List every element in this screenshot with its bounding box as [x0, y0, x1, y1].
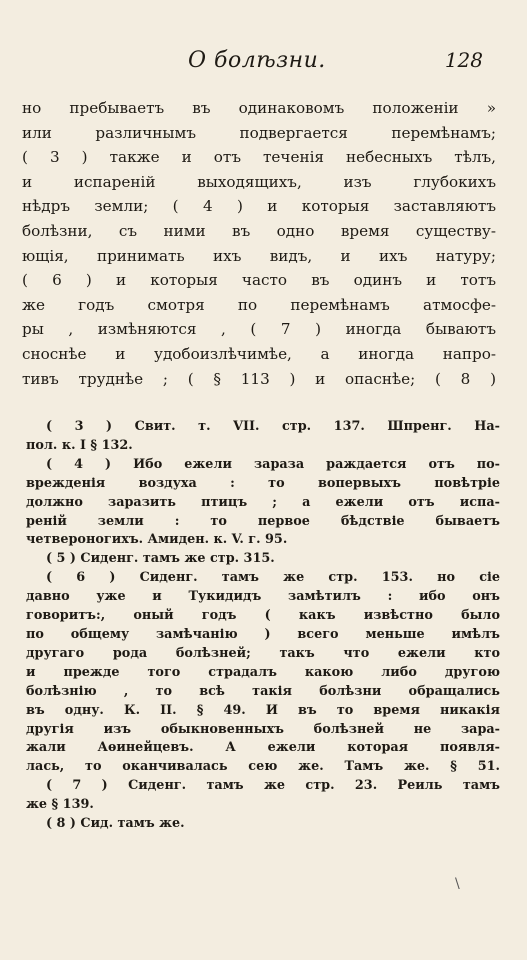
body-line: ( 3 ) также и отъ теченія небесныхъ тѣлъ,: [22, 148, 496, 167]
footnote-line: жали Аѳинейцевъ. А ежели которая появля-: [26, 740, 500, 756]
footnote-line: четвероногихъ. Амиден. к. V. г. 95.: [26, 532, 288, 548]
pencil-mark: \: [455, 876, 460, 892]
body-line: болѣзни, съ ними въ одно время существу-: [22, 221, 496, 240]
footnote-line: другаго рода болѣзней; такъ что ежели кто: [26, 645, 500, 661]
footnote-line: же § 139.: [26, 797, 94, 813]
footnote-line: должно заразить птицъ ; а ежели отъ испа-: [26, 494, 500, 510]
body-line: нѣдръ земли; ( 4 ) и которыя заставляютъ: [22, 197, 496, 216]
running-title: О болѣзни.: [188, 48, 326, 73]
body-line: и испареній выходящихъ, изъ глубокихъ: [22, 172, 496, 191]
page-header: [0, 48, 527, 80]
footnotes: [26, 418, 500, 834]
body-line: ры , измѣняются , ( 7 ) иногда бываютъ: [22, 320, 496, 339]
footnote-line: по общему замѣчанію ) всего меньше имѣлъ: [26, 626, 500, 642]
footnote-line: давно уже и Тукидидъ замѣтилъ : ибо онъ: [26, 589, 500, 605]
footnote-line: лась, то оканчивалась сею же. Тамъ же. § 51.: [26, 759, 500, 775]
footnote-line: болѣзнію , то всѣ такія болѣзни обращались: [26, 683, 500, 699]
footnote-line: пол. к. I § 132.: [26, 437, 133, 453]
body-line: же годъ смотря по перемѣнамъ атмосфе-: [22, 295, 496, 314]
footnote-line: реній земли : то первое бѣдствіе бываетъ: [26, 513, 500, 529]
body-line: сноснѣе и удобоизлѣчимѣе, а иногда напро-: [22, 344, 496, 363]
main-text: [22, 96, 496, 391]
footnote-line: ( 5 ) Сиденг. тамъ же стр. 315.: [46, 551, 275, 567]
footnote-line: говоритъ:, оный годъ ( какъ извѣстно было: [26, 608, 500, 624]
footnote-line: и прежде того страдалъ какою либо другою: [26, 664, 500, 680]
body-line: или различнымъ подвергается перемѣнамъ;: [22, 123, 496, 142]
footnote-line: врежденія воздуха : то вопервыхъ повѣтріе: [26, 475, 500, 491]
body-line: тивъ труднѣе ; ( § 113 ) и опаснѣе; ( 8 ): [22, 369, 496, 388]
body-line: ющія, принимать ихъ видъ, и ихъ натуру;: [22, 246, 496, 265]
body-line: ( 6 ) и которыя часто въ одинъ и тотъ: [22, 271, 496, 290]
body-line: но пребываетъ въ одинаковомъ положеніи »: [22, 99, 496, 117]
footnote-line: ( 8 ) Сид. тамъ же.: [46, 816, 185, 832]
footnote-line: ( 3 ) Свит. т. VII. стр. 137. Шпренг. На-: [46, 419, 500, 434]
footnote-line: ( 6 ) Сиденг. тамъ же стр. 153. но сіе: [46, 570, 500, 586]
footnote-line: ( 7 ) Сиденг. тамъ же стр. 23. Реиль тамъ: [46, 778, 500, 794]
footnote-line: ( 4 ) Ибо ежели зараза раждается отъ по-: [46, 456, 500, 472]
footnote-line: другія изъ обыкновенныхъ болѣзней не зара-: [26, 721, 500, 737]
footnote-line: въ одну. К. II. § 49. И въ то время никакія: [26, 702, 500, 718]
page-number: 128: [444, 48, 483, 72]
